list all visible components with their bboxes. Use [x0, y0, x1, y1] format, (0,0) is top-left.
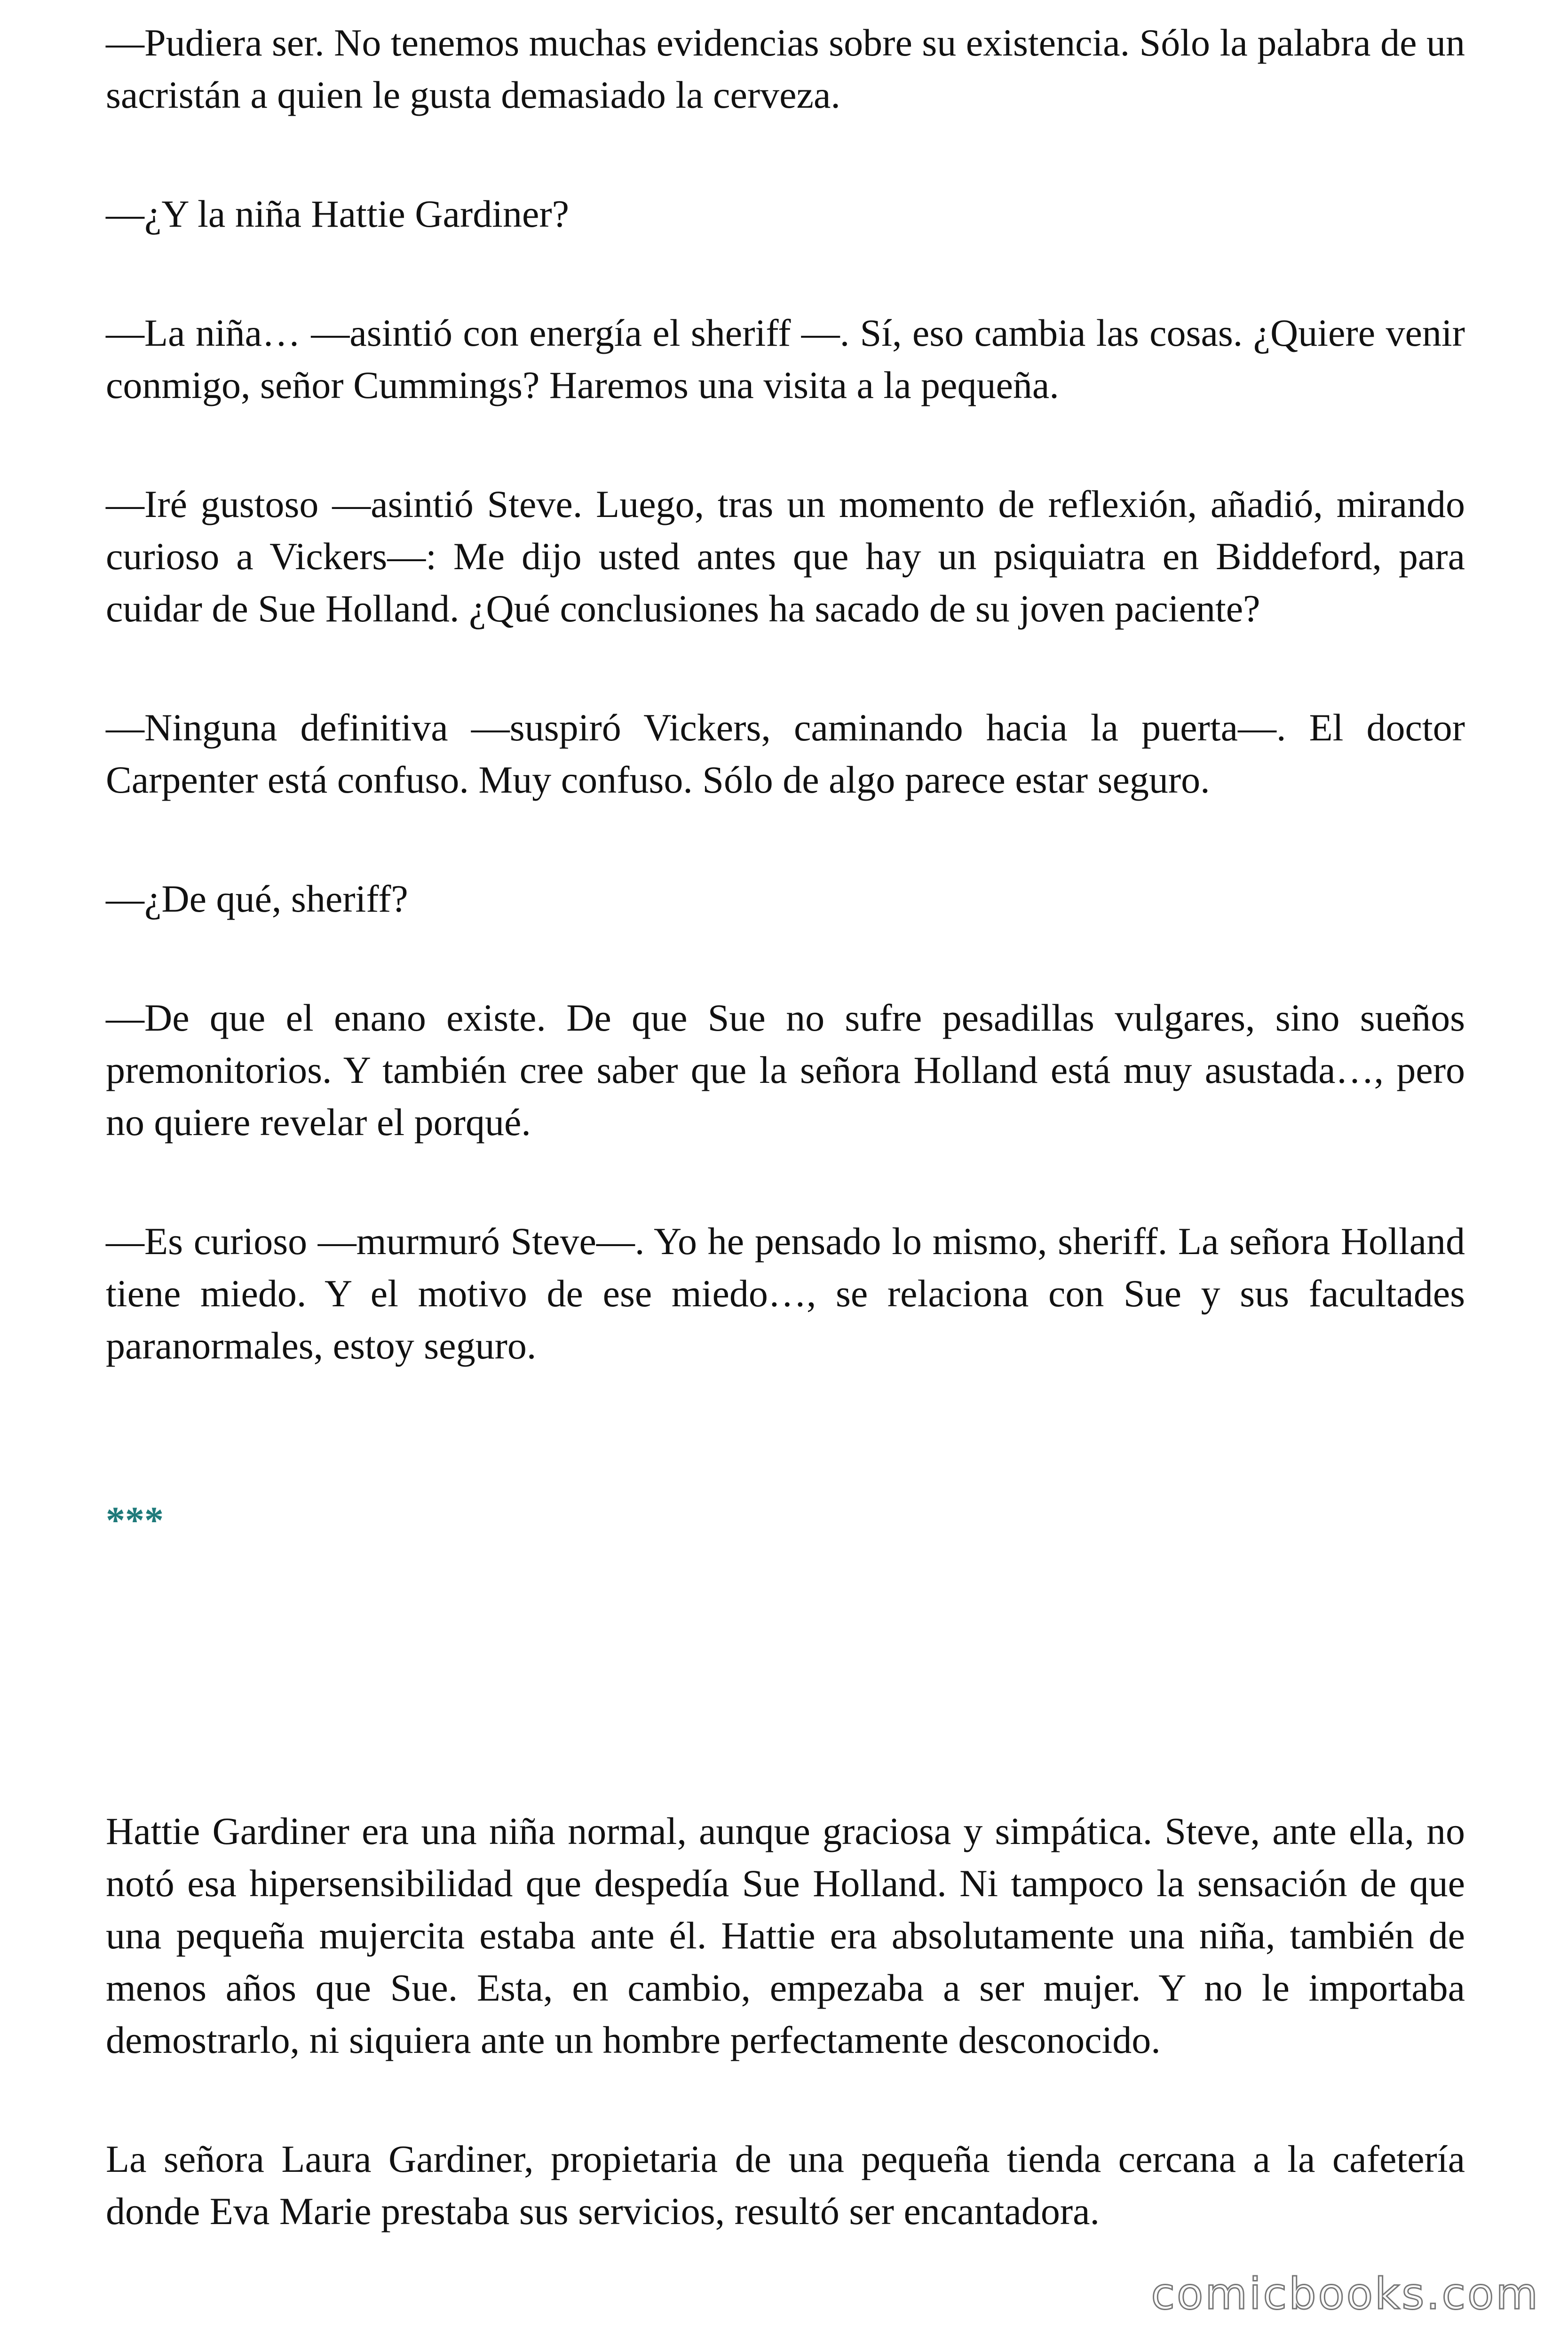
watermark-logo: comicbooks.com — [1151, 2269, 1540, 2319]
paragraph-10: La señora Laura Gardiner, propietaria de una pequeña tienda cercana a la cafetería donde Eva Marie prestaba sus servicios, resultó ser encantadora. — [106, 2137, 1465, 2233]
paragraph-1: —Pudiera ser. No tenemos muchas evidencias sobre su existencia. Sólo la palabra de un sacristán a quien le gusta demasiado la cerveza. — [106, 21, 1465, 116]
paragraph-6: —¿De qué, sheriff? — [106, 877, 408, 920]
paragraph-3: —La niña… —asintió con energía el sheriff —. Sí, eso cambia las cosas. ¿Quiere venir conmigo, señor Cummings? Haremos una visita a la pequeña. — [106, 311, 1465, 406]
paragraph-8: —Es curioso —murmuró Steve—. Yo he pensado lo mismo, sheriff. La señora Holland tiene miedo. Y el motivo de ese miedo…, se relaciona con Sue y sus facultades paranormales, estoy seguro. — [106, 1220, 1465, 1367]
book-page — [106, 16, 1465, 2304]
paragraph-2: —¿Y la niña Hattie Gardiner? — [106, 192, 570, 235]
paragraph-7: —De que el enano existe. De que Sue no sufre pesadillas vulgares, sino sueños premonitorios. Y también cree saber que la señora Holland está muy asustada…, pero no quiere revelar el porqué. — [106, 996, 1465, 1144]
paragraph-5: —Ninguna definitiva —suspiró Vickers, caminando hacia la puerta—. El doctor Carpenter está confuso. Muy confuso. Sólo de algo parece estar seguro. — [106, 706, 1465, 801]
paragraph-9: Hattie Gardiner era una niña normal, aunque graciosa y simpática. Steve, ante ella, no notó esa hipersensibilidad que despedía Sue Holland. Ni tampoco la sensación de que una pequeña mujercita estaba ante él. Hattie era absolutamente una niña, también de menos años que Sue. Esta, en cambio, empezaba a ser mujer. Y no le importaba demostrarlo, ni siquiera ante un hombre perfectamente desconocido. — [106, 1810, 1465, 2061]
paragraph-4: —Iré gustoso —asintió Steve. Luego, tras un momento de reflexión, añadió, mirando curioso a Vickers—: Me dijo usted antes que hay un psiquiatra en Biddeford, para cuidar de Sue Holland. ¿Qué conclusiones ha sacado de su joven paciente? — [106, 483, 1465, 630]
section-separator: *** — [106, 1499, 164, 1542]
